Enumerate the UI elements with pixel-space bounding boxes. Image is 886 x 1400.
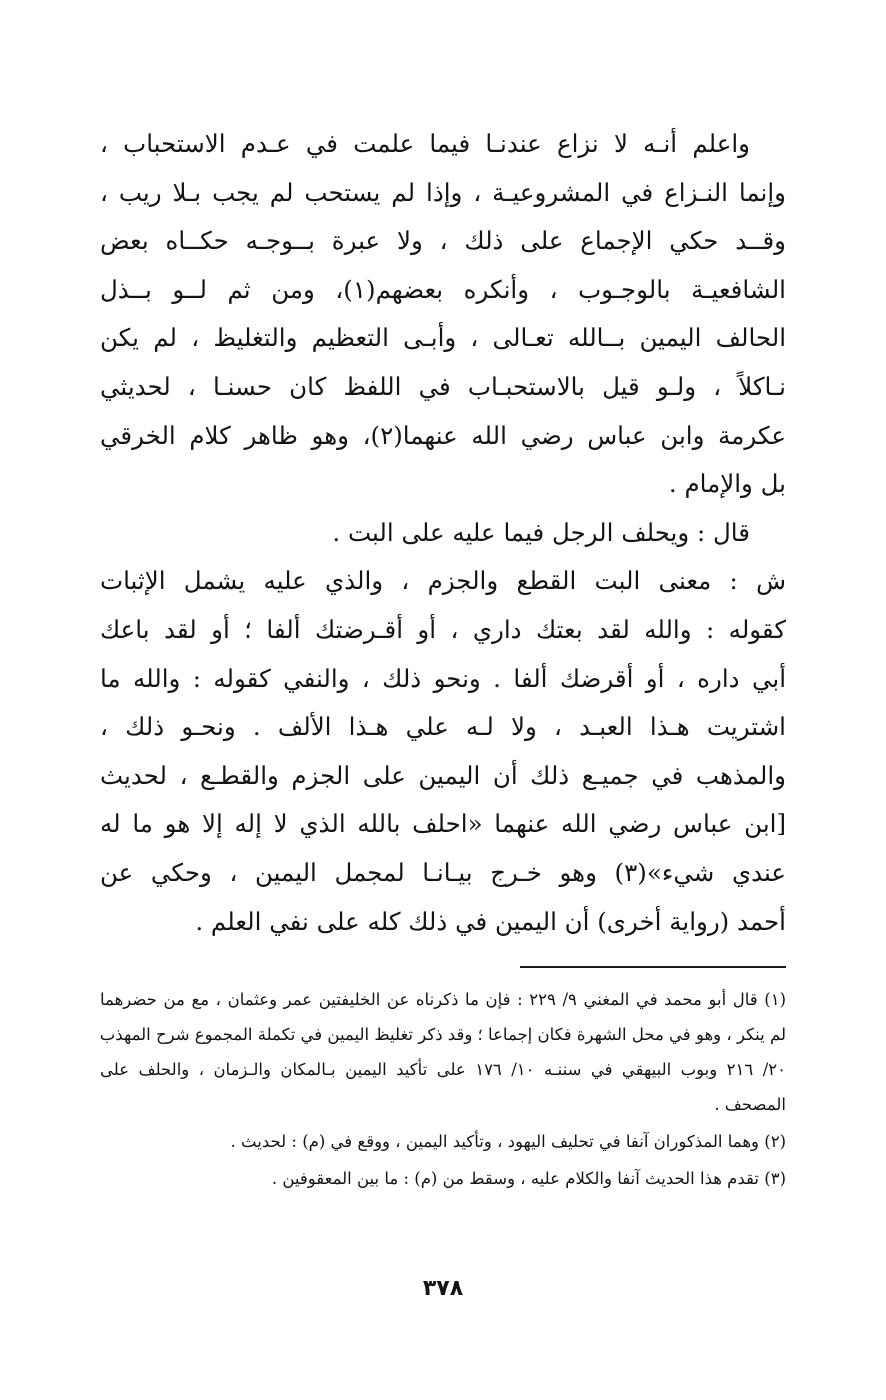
page-number: ٣٧٨ [422, 1276, 464, 1301]
text-line: كقوله : والله لقد بعتك داري ، أو أقـرضتك ألفا ؛ أو لقد باعك [100, 614, 786, 644]
text-line: بل والإمام . [668, 469, 786, 499]
footnotes-block [100, 982, 786, 1196]
text-line: الشافعيـة بالوجـوب ، وأنكره بعضهم(١)، ومن ثم لــو بــذل [100, 274, 786, 304]
text-line: اشتريت هـذا العبـد ، ولا لـه علي هـذا الألف . ونحـو ذلك ، [100, 712, 786, 742]
text-line: عندي شيء»(٣) وهو خـرج بيـانـا لمجمل اليمين ، وحكي عن [100, 857, 786, 887]
text-line: قال : ويحلف الرجل فيما عليه على البت . [332, 517, 750, 547]
text-line: أحمد (رواية أخرى) أن اليمين في ذلك كله على نفي العلم . [195, 906, 786, 936]
text-line: نـاكلاً ، ولـو قيل بالاستحبـاب في اللفظ كان حسنـا ، لحديثي [100, 371, 786, 401]
footnote-line: (٢) وهما المذكوران آنفا في تحليف اليهود ، وتأكيد اليمين ، ووقع في (م) : لحديث . [230, 1132, 786, 1151]
text-line: وقــد حكي الإجماع على ذلك ، ولا عبرة بــوجـه حكــاه بعض [100, 226, 786, 256]
footnote-line: المصحف . [714, 1095, 786, 1114]
text-line: [ابن عباس رضي الله عنهما «احلف بالله الذي لا إله إلا هو ما له [100, 809, 786, 839]
text-line: الحالف اليمين بــالله تعـالى ، وأبـى التعظيم والتغليظ ، لم يكن [100, 323, 786, 353]
footnote-line: ٢٠/ ٢١٦ وبوب البيهقي في سننـه ١٠/ ١٧٦ على تأكيد اليمين بـالمكان والـزمان ، والحلف على [100, 1060, 786, 1079]
text-line: أبي داره ، أو أقرضك ألفا . ونحو ذلك ، والنفي كقوله : والله ما [100, 663, 786, 693]
text-line: واعلم أنـه لا نزاع عندنـا فيما علمت في عـدم الاستحباب ، [100, 129, 750, 158]
main-text-block [100, 120, 786, 946]
footnote-line: (٣) تقدم هذا الحديث آنفا والكلام عليه ، وسقط من (م) : ما بين المعقوفين . [271, 1169, 786, 1188]
text-line: عكرمة وابن عباس رضي الله عنهما(٢)، وهو ظاهر كلام الخرقي [100, 420, 786, 450]
text-line: وإنما النـزاع في المشروعيـة ، وإذا لم يستحب لم يجب بـلا ريب ، [100, 177, 786, 207]
text-line: والمذهب في جميـع ذلك أن اليمين على الجزم والقطـع ، لحديث [100, 760, 786, 790]
footnote-line: (١) قال أبو محمد في المغني ٩/ ٢٢٩ : فإن ما ذكرناه عن الخليفتين عمر وعثمان ، مع من حضرهما [100, 990, 786, 1009]
footnote-divider [520, 966, 786, 968]
footnote-line: لم ينكر ، وهو في محل الشهرة فكان إجماعا ؛ وقد ذكر تغليظ اليمين في تكملة المجموع شرح المهذب [100, 1025, 786, 1044]
text-line: ش : معنى البت القطع والجزم ، والذي عليه يشمل الإثبات [100, 566, 786, 596]
